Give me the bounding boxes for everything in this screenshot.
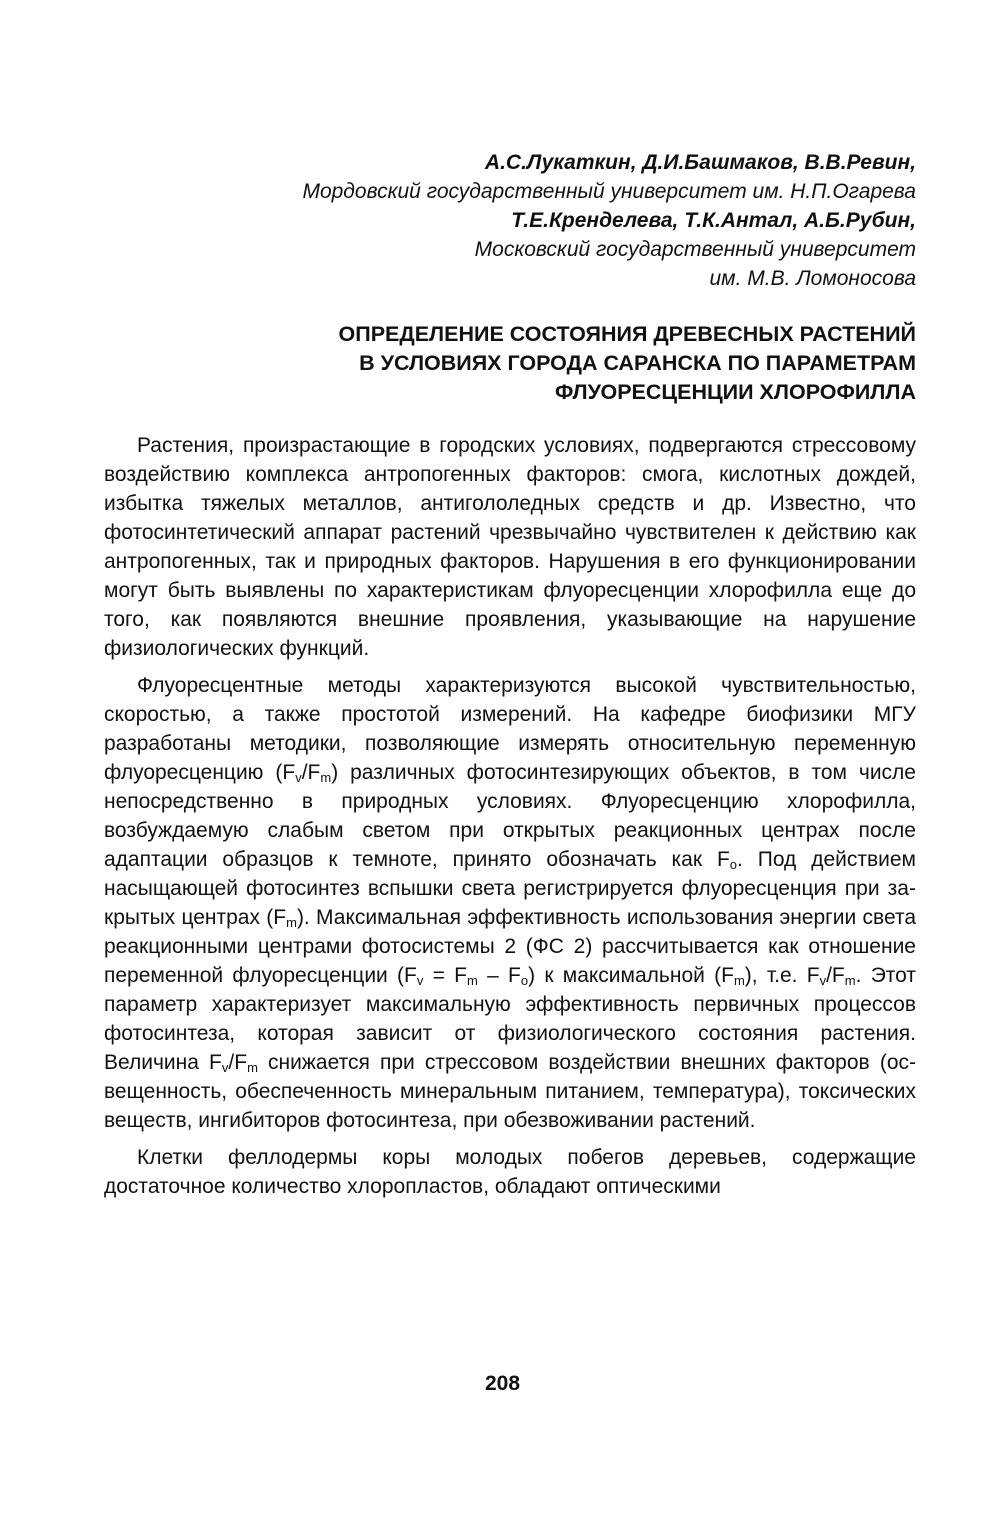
subscript: m [320,770,332,785]
subscript: v [221,1060,229,1075]
affiliation-2-line-1: Московский государственный университет [474,238,916,261]
document-page [104,148,916,1209]
body-paragraph: Клетки феллодермы коры молодых побегов деревьев, содержащие достаточное количество хлоропластов, обладают оптическими [104,1146,916,1198]
subscript: m [733,973,745,988]
title-line-1: ОПРЕДЕЛЕНИЕ СОСТОЯНИЯ ДРЕВЕСНЫХ РАСТЕНИЙ [338,322,916,346]
title-line-3: ФЛУОРЕСЦЕНЦИИ ХЛОРОФИЛЛА [555,380,916,404]
author-names-1: А.С.Лукаткин, Д.И.Башмаков, В.В.Ревин, [484,151,916,174]
subscript: m [247,1060,258,1075]
article-title [104,320,916,407]
author-names-2: Т.Е.Кренделева, Т.К.Антал, А.Б.Рубин, [511,209,916,232]
subscript: o [520,973,529,988]
page-number: 208 [484,1372,521,1395]
article-body [104,431,916,1201]
affiliation-1-line-1: Мордовский государственный университет им. Н.П.Огарева [302,180,916,203]
author-block [104,148,916,293]
subscript: m [466,973,478,988]
subscript: m [844,973,856,988]
subscript: o [729,857,738,872]
subscript: v [295,770,302,785]
subscript: v [819,973,827,988]
body-paragraph: Флуоресцентные методы характеризуются высокой чувствительностью, скоростью, а также простотой измерений. На кафедре биофизики МГУ разработаны методики, позволяющие измерять относительную переменную флуоресценцию $(F_v/F_m)$ различных фотосинтезирующих объектов, в том числе непосредственно в природных условиях. Флуоресценцию хлорофилла, возбуждаемую слабым светом при открытых реакционных центрах после адаптации образцов к темноте, принято обозначать как $F_o$. Под действием насыщающей фотосинтез вспышки света регистрируется флуоресценция при закрытых центрах $(F_m)$. Максимальная эффективность использования энергии света реакционными центрами фотосистемы 2 (ФС 2) рассчитывается как отношение переменной флуоресценции $(F_v = F_m - F_o)$ к максимальной $(F_m)$, т.е. $F_v/F_m$. Этот параметр характеризует максимальную эффективность первичных процессов фотосинтеза, которая зависит от физиологического состояния растения. Величина $F_v/F_m$ снижается при стрессовом воздействии внешних факторов (освещенность, обеспеченность минеральным питанием, температура), токсических веществ, ингибиторов фотосинтеза, при обезвоживании растений. [104,674,917,1132]
subscript: m [286,915,297,930]
title-line-2: В УСЛОВИЯХ ГОРОДА САРАНСКА ПО ПАРАМЕТРАМ [359,351,916,375]
affiliation-2-line-2: им. М.В. Ломоносова [709,267,916,290]
body-paragraph: Растения, произрастающие в городских условиях, подвергаются стрессовому воздействию комплекса антропогенных факторов: смога, кислотных дождей, избытка тяжелых металлов, антигололедных средств и др. Известно, что фотосинтетический аппарат растений чрезвычайно чувствителен к действию как антропогенных, так и природных факторов. Нарушения в его функционировании могут быть выявлены по характеристикам флуоресценции хлорофилла еще до того, как появляются внешние проявления, указывающие на нарушение физиологических функций. [104,434,916,660]
subscript: v [416,973,424,988]
